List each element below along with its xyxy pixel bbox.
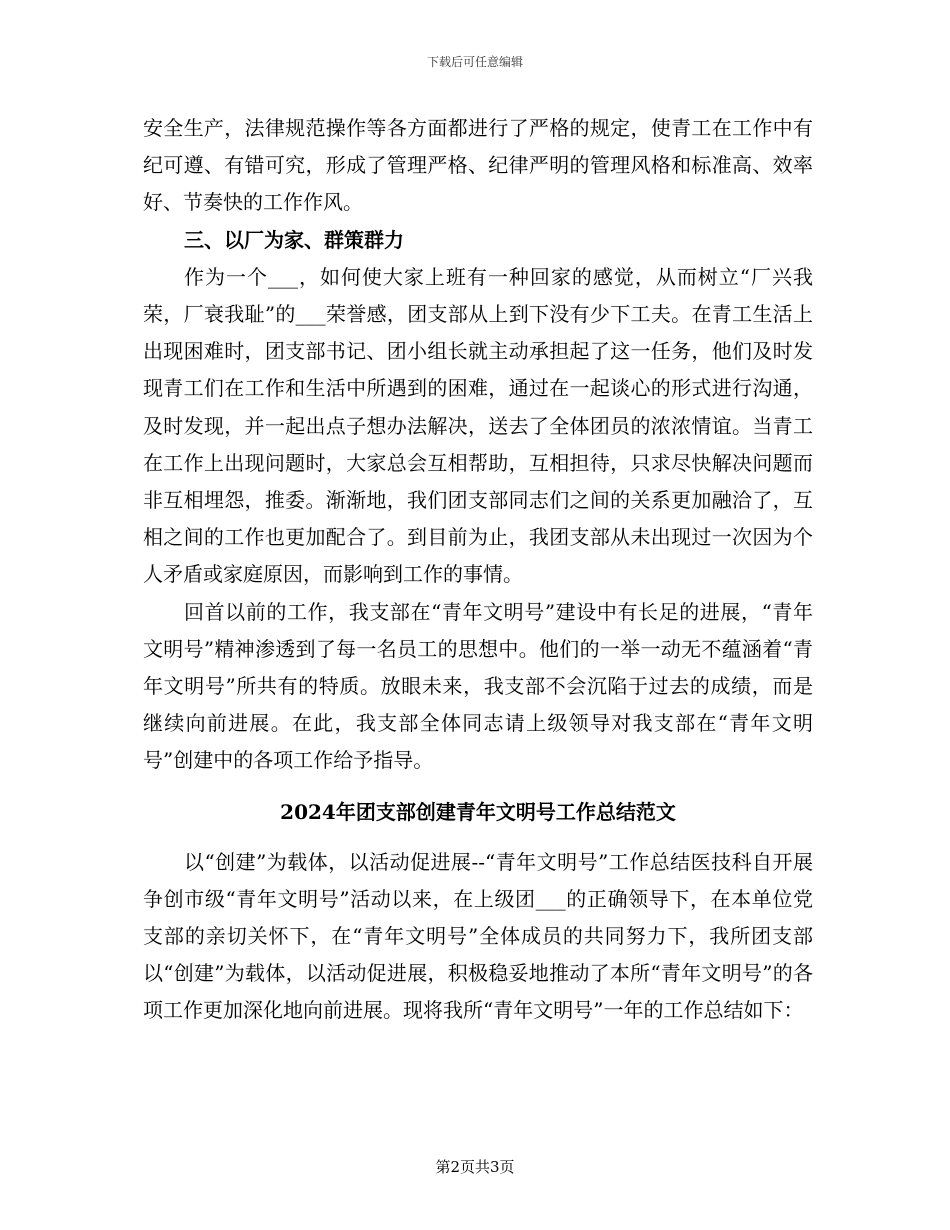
section-heading-3: 三、以厂为家、群策群力 <box>184 227 404 252</box>
paragraph-3: 回首以前的工作，我支部在“青年文明号”建设中有长足的进展，“青年文明号”精神渗透到了每一名员工的思想中。他们的一举一动无不蕴涵着“青年文明号”所共有的特质。放眼未来，我支部不会沉陷于过去的成绩，而是继续向前进展。在此，我支部全体同志请上级领导对我支部在“青年文明号”创建中的各项工作给予指导。 <box>143 599 813 773</box>
paragraph-4: 以“创建”为载体，以活动促进展--“青年文明号”工作总结医技科自开展争创市级“青年文明号”活动以来，在上级团___的正确领导下，在本单位党支部的亲切关怀下，在“青年文明号”全体成员的共同努力下，我所团支部以“创建”为载体，以活动促进展，积极稳妥地推动了本所“青年文明号”的各项工作更加深化地向前进展。现将我所“青年文明号”一年的工作总结如下： <box>143 849 813 1023</box>
page-header-note: 下载后可任意编辑 <box>426 55 523 69</box>
document-body <box>143 110 813 1030</box>
paragraph-1: 安全生产，法律规范操作等各方面都进行了严格的规定，使青工在工作中有纪可遵、有错可究，形成了管理严格、纪律严明的管理风格和标准高、效率好、节奏快的工作作风。 <box>143 116 813 215</box>
paragraph-2: 作为一个___，如何使大家上班有一种回家的感觉，从而树立“厂兴我荣，厂衰我耻”的___荣誉感，团支部从上到下没有少下工夫。在青工生活上出现困难时，团支部书记、团小组长就主动承担起了这一任务，他们及时发现青工们在工作和生活中所遇到的困难，通过在一起谈心的形式进行沟通，及时发现，并一起出点子想办法解决，送去了全体团员的浓浓情谊。当青工在工作上出现问题时，大家总会互相帮助，互相担待，只求尽快解决问题而非互相埋怨，推委。渐渐地，我们团支部同志们之间的关系更加融洽了，互相之间的工作也更加配合了。到目前为止，我团支部从未出现过一次因为个人矛盾或家庭原因，而影响到工作的事情。 <box>143 264 813 587</box>
page-number: 第2页共3页 <box>435 1158 515 1176</box>
document-title: 2024年团支部创建青年文明号工作总结范文 <box>280 799 676 824</box>
